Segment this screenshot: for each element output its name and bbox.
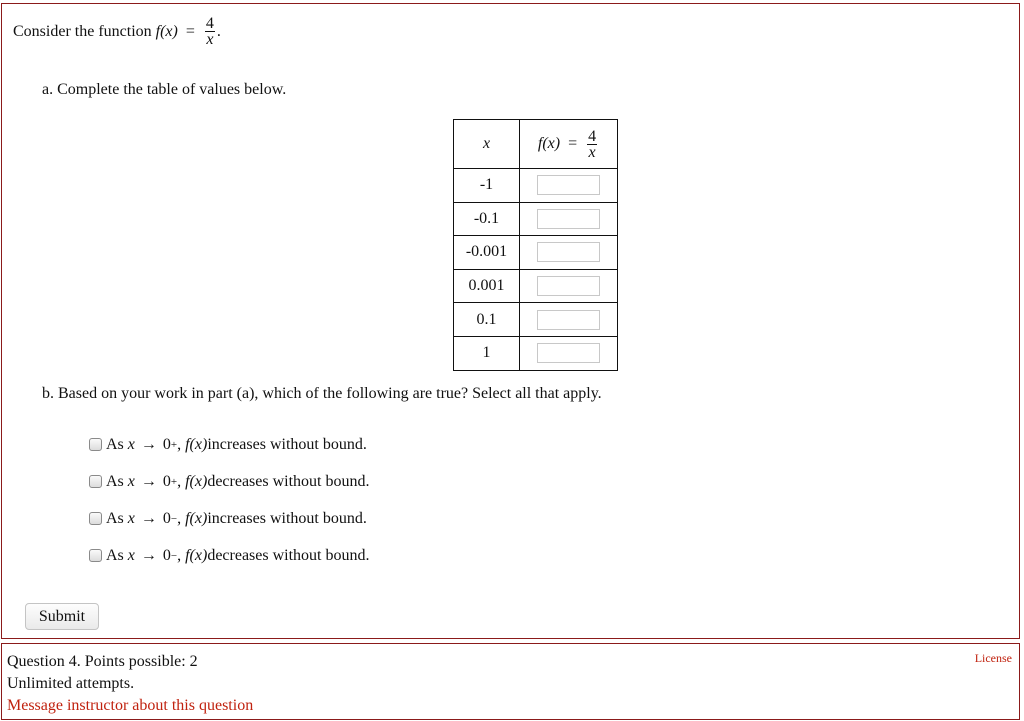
checkbox-option-3[interactable] xyxy=(89,512,102,525)
stem-period: . xyxy=(216,22,221,40)
answer-cell xyxy=(520,169,618,203)
option-side: + xyxy=(170,438,178,451)
header-fx xyxy=(520,120,618,169)
option-fx: f(x) xyxy=(185,546,208,564)
x-value-cell: 1 xyxy=(454,336,520,370)
fraction-numerator: 4 xyxy=(205,15,214,32)
question-box xyxy=(1,3,1020,639)
option-side: + xyxy=(170,475,178,488)
option-as: As xyxy=(106,546,124,564)
checkbox-option-4[interactable] xyxy=(89,549,102,562)
table-row xyxy=(454,202,618,236)
answer-cell xyxy=(520,202,618,236)
answer-input-row-6[interactable] xyxy=(537,343,600,363)
license-link[interactable]: License xyxy=(974,651,1012,665)
table-header-row xyxy=(454,120,618,169)
answer-cell xyxy=(520,269,618,303)
option-side: − xyxy=(170,549,178,562)
stem-text: Consider the function xyxy=(13,22,152,40)
points-possible: Question 4. Points possible: 2 xyxy=(7,653,198,670)
option-fx: f(x) xyxy=(185,509,208,527)
info-lines xyxy=(7,651,253,717)
option-text: decreases without bound. xyxy=(207,472,370,490)
header-equals: = xyxy=(568,135,578,152)
option-comma: , xyxy=(177,435,182,453)
option-limit: 0 xyxy=(162,546,171,564)
attempts-info: Unlimited attempts. xyxy=(7,675,135,692)
option-text: increases without bound. xyxy=(207,509,367,527)
question-info-box xyxy=(1,643,1020,720)
option-3[interactable] xyxy=(89,500,370,537)
table-row xyxy=(454,236,618,270)
option-var: x xyxy=(127,509,135,527)
x-value-cell: -1 xyxy=(454,169,520,203)
checkbox-option-2[interactable] xyxy=(89,475,102,488)
answer-cell xyxy=(520,303,618,337)
table-row xyxy=(454,336,618,370)
header-denominator: x xyxy=(588,143,596,161)
option-side: − xyxy=(170,512,178,525)
answer-cell xyxy=(520,236,618,270)
x-value-cell: -0.1 xyxy=(454,202,520,236)
answer-input-row-1[interactable] xyxy=(537,175,600,195)
option-comma: , xyxy=(177,509,182,527)
header-fx-label: f(x) xyxy=(537,135,561,152)
option-4[interactable] xyxy=(89,537,370,574)
option-text: decreases without bound. xyxy=(207,546,370,564)
message-instructor-link[interactable]: Message instructor about this question xyxy=(7,697,254,714)
option-as: As xyxy=(106,472,124,490)
x-value-cell: -0.001 xyxy=(454,236,520,270)
header-x: x xyxy=(454,120,520,169)
x-value-cell: 0.1 xyxy=(454,303,520,337)
fraction-denominator: x xyxy=(206,31,214,48)
option-as: As xyxy=(106,435,124,453)
table-row xyxy=(454,169,618,203)
option-text: increases without bound. xyxy=(207,435,367,453)
checkbox-option-1[interactable] xyxy=(89,438,102,451)
function-fraction xyxy=(205,16,215,47)
option-as: As xyxy=(106,509,124,527)
values-table xyxy=(453,119,618,371)
part-a-prompt: a. Complete the table of values below. xyxy=(42,81,287,98)
x-value-cell: 0.001 xyxy=(454,269,520,303)
option-limit: 0 xyxy=(162,472,171,490)
option-limit: 0 xyxy=(162,435,171,453)
answer-cell xyxy=(520,336,618,370)
arrow-icon: → xyxy=(140,546,157,564)
arrow-icon: → xyxy=(140,509,157,527)
header-fraction xyxy=(587,129,597,160)
header-numerator: 4 xyxy=(588,127,597,145)
submit-button[interactable]: Submit xyxy=(25,603,99,630)
option-2[interactable] xyxy=(89,463,370,500)
table-row xyxy=(454,303,618,337)
part-b-prompt: b. Based on your work in part (a), which of the following are true? Select all that apply. xyxy=(42,385,602,402)
answer-input-row-3[interactable] xyxy=(537,242,600,262)
option-limit: 0 xyxy=(162,509,171,527)
arrow-icon: → xyxy=(140,472,157,490)
options-list xyxy=(89,426,370,574)
table-row xyxy=(454,269,618,303)
answer-input-row-5[interactable] xyxy=(537,310,600,330)
answer-input-row-2[interactable] xyxy=(537,209,600,229)
function-argument: (x) xyxy=(160,22,178,40)
question-stem xyxy=(13,16,221,47)
arrow-icon: → xyxy=(140,435,157,453)
option-var: x xyxy=(127,546,135,564)
equals-sign: = xyxy=(185,22,195,40)
option-var: x xyxy=(127,435,135,453)
option-1[interactable] xyxy=(89,426,370,463)
function-name: f xyxy=(155,22,161,40)
option-fx: f(x) xyxy=(185,435,208,453)
option-comma: , xyxy=(177,546,182,564)
option-var: x xyxy=(127,472,135,490)
answer-input-row-4[interactable] xyxy=(537,276,600,296)
option-fx: f(x) xyxy=(185,472,208,490)
option-comma: , xyxy=(177,472,182,490)
